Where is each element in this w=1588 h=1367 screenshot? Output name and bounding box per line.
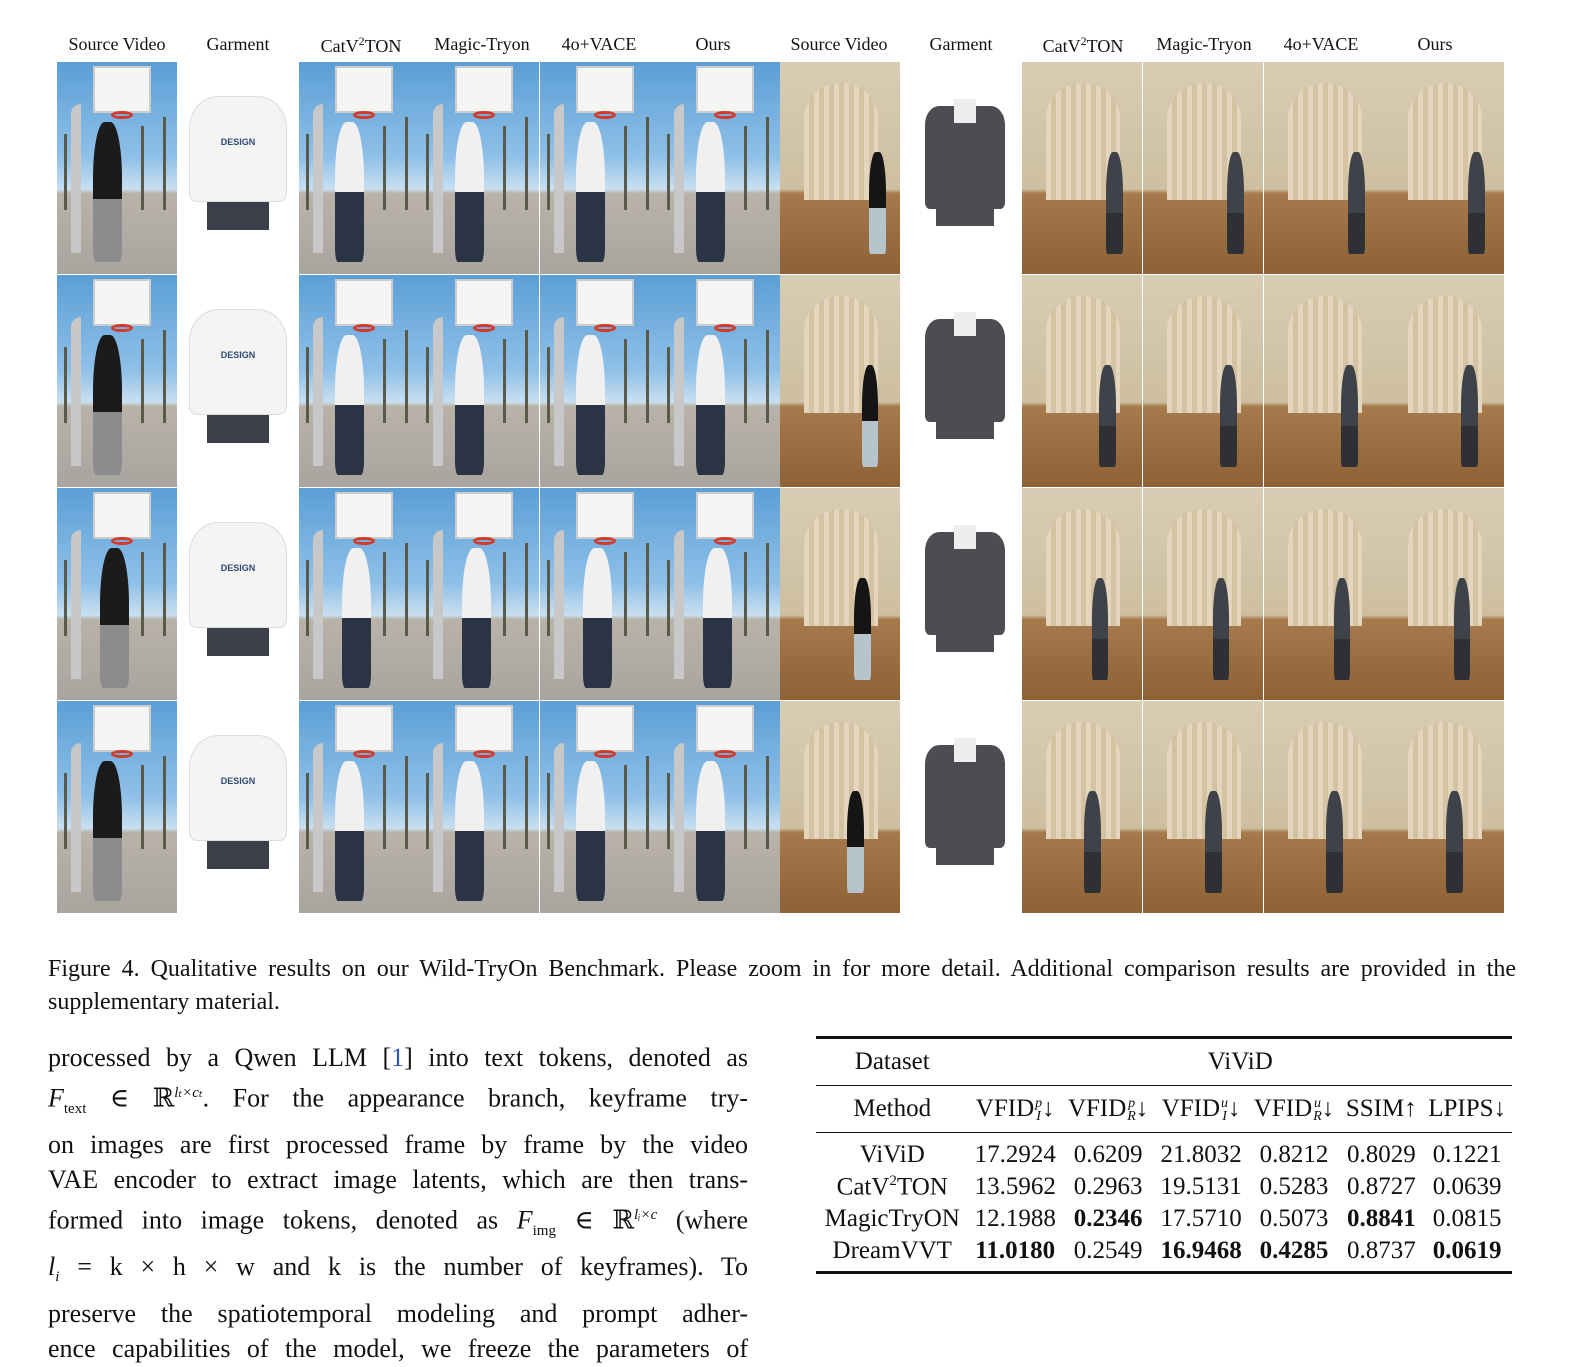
metric-value: 0.0815 bbox=[1432, 1205, 1502, 1232]
text-line: processed by a Qwen LLM [1] into text tokens, denoted as bbox=[48, 1043, 748, 1072]
frame-court-source-video-row4 bbox=[57, 701, 177, 913]
frame-court-garment-row3: DESIGN bbox=[182, 508, 294, 680]
method-label: Method bbox=[853, 1095, 932, 1122]
metric-value: 0.8029 bbox=[1346, 1141, 1416, 1168]
frame-room-ours-row1 bbox=[1384, 62, 1504, 274]
figure-caption: Figure 4. Qualitative results on our Wild-TryOn Benchmark. Please zoom in for more detail. Additional comparison results are provided in the supplementary material. bbox=[48, 956, 1516, 1015]
metric-value: 0.2963 bbox=[1073, 1173, 1143, 1200]
frame-room-catv2ton-row1 bbox=[1022, 62, 1142, 274]
col-header-source-video: Source Video bbox=[68, 34, 166, 54]
metric-header: SSIM↑ bbox=[1345, 1095, 1417, 1122]
method-name: CatV$^2$TON bbox=[836, 1172, 948, 1201]
frame-court-ours-row3 bbox=[660, 488, 780, 700]
frame-room-ours-row3 bbox=[1384, 488, 1504, 700]
col-header-catv2ton: CatV$^2$TON bbox=[320, 34, 402, 56]
metric-value: 0.8737 bbox=[1346, 1237, 1416, 1264]
table-row bbox=[816, 1203, 1512, 1235]
metric-value: 12.1988 bbox=[974, 1205, 1056, 1232]
table-row bbox=[816, 1235, 1512, 1273]
frame-court-catv2ton-row3 bbox=[299, 488, 419, 700]
table-row bbox=[816, 1133, 1512, 1172]
dataset-label: Dataset bbox=[854, 1048, 930, 1075]
frame-court-magic-tryon-row4 bbox=[419, 701, 539, 913]
frame-court-source-video-row2 bbox=[57, 275, 177, 487]
text-line: formed into image tokens, denoted as $F_{img}$ ∈ ℝ$^{lᵢ\times c}$ (where bbox=[48, 1205, 748, 1239]
frame-court-source-video-row1 bbox=[57, 62, 177, 274]
dataset-name: ViViD bbox=[1207, 1048, 1273, 1075]
metric-value: 0.2346 bbox=[1073, 1205, 1143, 1232]
frame-room-garment-row3 bbox=[910, 508, 1020, 680]
frame-room-ours-row2 bbox=[1384, 275, 1504, 487]
frame-room-source-video-row4 bbox=[780, 701, 900, 913]
method-name: DreamVVT bbox=[832, 1237, 952, 1264]
text-line: ence capabilities of the model, we freeze the parameters of bbox=[48, 1334, 748, 1364]
frame-court-garment-row2: DESIGN bbox=[182, 295, 294, 467]
frame-room-magic-tryon-row1 bbox=[1143, 62, 1263, 274]
metric-value: 17.5710 bbox=[1160, 1205, 1242, 1232]
metric-header: VFID p I ↓ bbox=[975, 1094, 1055, 1125]
metric-header: VFID u R ↓ bbox=[1253, 1094, 1335, 1125]
col-header-source-video-2: Source Video bbox=[790, 34, 888, 54]
metric-value: 0.8212 bbox=[1259, 1141, 1329, 1168]
metric-header: VFID p R ↓ bbox=[1067, 1094, 1149, 1125]
col-header-garment-2: Garment bbox=[929, 34, 993, 54]
metric-value: 0.8727 bbox=[1346, 1173, 1416, 1200]
table-row bbox=[816, 1171, 1512, 1203]
col-header-magic-tryon: Magic-Tryon bbox=[434, 34, 530, 54]
frame-room-4o-vace-row3 bbox=[1264, 488, 1384, 700]
metric-value: 16.9468 bbox=[1160, 1237, 1242, 1264]
frame-court-catv2ton-row2 bbox=[299, 275, 419, 487]
metric-header: VFID u I ↓ bbox=[1161, 1094, 1241, 1125]
frame-room-magic-tryon-row2 bbox=[1143, 275, 1263, 487]
col-header-4o-vace-2: 4o+VACE bbox=[1283, 34, 1359, 54]
frame-room-magic-tryon-row4 bbox=[1143, 701, 1263, 913]
metric-value: 17.2924 bbox=[974, 1141, 1056, 1168]
results-table bbox=[816, 1036, 1512, 1274]
metric-value: 19.5131 bbox=[1160, 1173, 1242, 1200]
frame-court-garment-row1: DESIGN bbox=[182, 82, 294, 254]
col-header-garment: Garment bbox=[206, 34, 270, 54]
frame-court-magic-tryon-row2 bbox=[419, 275, 539, 487]
frame-room-source-video-row2 bbox=[780, 275, 900, 487]
frame-court-ours-row2 bbox=[660, 275, 780, 487]
frame-court-catv2ton-row4 bbox=[299, 701, 419, 913]
metric-value: 21.8032 bbox=[1160, 1141, 1242, 1168]
frame-room-4o-vace-row2 bbox=[1264, 275, 1384, 487]
frame-court-4o-vace-row2 bbox=[540, 275, 660, 487]
frame-court-ours-row4 bbox=[660, 701, 780, 913]
metric-value: 0.4285 bbox=[1259, 1237, 1329, 1264]
method-name: ViViD bbox=[859, 1141, 925, 1168]
frame-court-4o-vace-row4 bbox=[540, 701, 660, 913]
frame-room-catv2ton-row2 bbox=[1022, 275, 1142, 487]
frame-room-ours-row4 bbox=[1384, 701, 1504, 913]
method-name: MagicTryON bbox=[824, 1205, 960, 1232]
col-header-magic-tryon-2: Magic-Tryon bbox=[1156, 34, 1252, 54]
frame-room-source-video-row3 bbox=[780, 488, 900, 700]
metric-value: 0.5073 bbox=[1259, 1205, 1329, 1232]
metric-header-row bbox=[816, 1086, 1512, 1133]
frame-court-catv2ton-row1 bbox=[299, 62, 419, 274]
text-line: $F_{text}$ ∈ ℝ$^{l_t\times c_t}$. For the appearance branch, keyframe try- bbox=[48, 1083, 749, 1117]
frame-room-4o-vace-row4 bbox=[1264, 701, 1384, 913]
metric-value: 0.0639 bbox=[1432, 1173, 1502, 1200]
frame-court-magic-tryon-row3 bbox=[419, 488, 539, 700]
metric-value: 0.6209 bbox=[1073, 1141, 1143, 1168]
metric-value: 11.0180 bbox=[975, 1237, 1056, 1264]
metric-value: 13.5962 bbox=[974, 1173, 1056, 1200]
frame-court-source-video-row3 bbox=[57, 488, 177, 700]
text-line: on images are first processed frame by frame by the video bbox=[48, 1129, 748, 1159]
frame-court-4o-vace-row1 bbox=[540, 62, 660, 274]
frame-court-4o-vace-row3 bbox=[540, 488, 660, 700]
body-paragraph bbox=[48, 1040, 749, 1364]
col-header-ours-2: Ours bbox=[1417, 34, 1453, 54]
col-header-ours: Ours bbox=[695, 34, 731, 54]
frame-room-garment-row2 bbox=[910, 295, 1020, 467]
frame-court-garment-row4: DESIGN bbox=[182, 721, 294, 893]
frame-room-magic-tryon-row3 bbox=[1143, 488, 1263, 700]
metric-value: 0.1221 bbox=[1432, 1141, 1502, 1168]
frame-room-garment-row4 bbox=[910, 721, 1020, 893]
metric-value: 0.0619 bbox=[1432, 1237, 1502, 1264]
frame-room-catv2ton-row4 bbox=[1022, 701, 1142, 913]
col-header-catv2ton-2: CatV$^2$TON bbox=[1042, 34, 1124, 56]
metric-value: 0.8841 bbox=[1346, 1205, 1416, 1232]
text-line: $l_i = k \times h \times w$ and k is the number of keyframes). To bbox=[48, 1252, 748, 1286]
metric-header: LPIPS↓ bbox=[1428, 1095, 1507, 1122]
text-line: VAE encoder to extract image latents, which are then trans- bbox=[48, 1165, 748, 1195]
col-header-4o-vace: 4o+VACE bbox=[561, 34, 637, 54]
text-line: preserve the spatiotemporal modeling and prompt adher- bbox=[48, 1298, 748, 1328]
frame-court-magic-tryon-row1 bbox=[419, 62, 539, 274]
frame-room-garment-row1 bbox=[910, 82, 1020, 254]
metric-value: 0.2549 bbox=[1073, 1237, 1143, 1264]
metric-value: 0.5283 bbox=[1259, 1173, 1329, 1200]
frame-room-4o-vace-row1 bbox=[1264, 62, 1384, 274]
frame-room-catv2ton-row3 bbox=[1022, 488, 1142, 700]
frame-room-source-video-row1 bbox=[780, 62, 900, 274]
citation-link[interactable]: 1 bbox=[391, 1043, 405, 1072]
frame-court-ours-row1 bbox=[660, 62, 780, 274]
